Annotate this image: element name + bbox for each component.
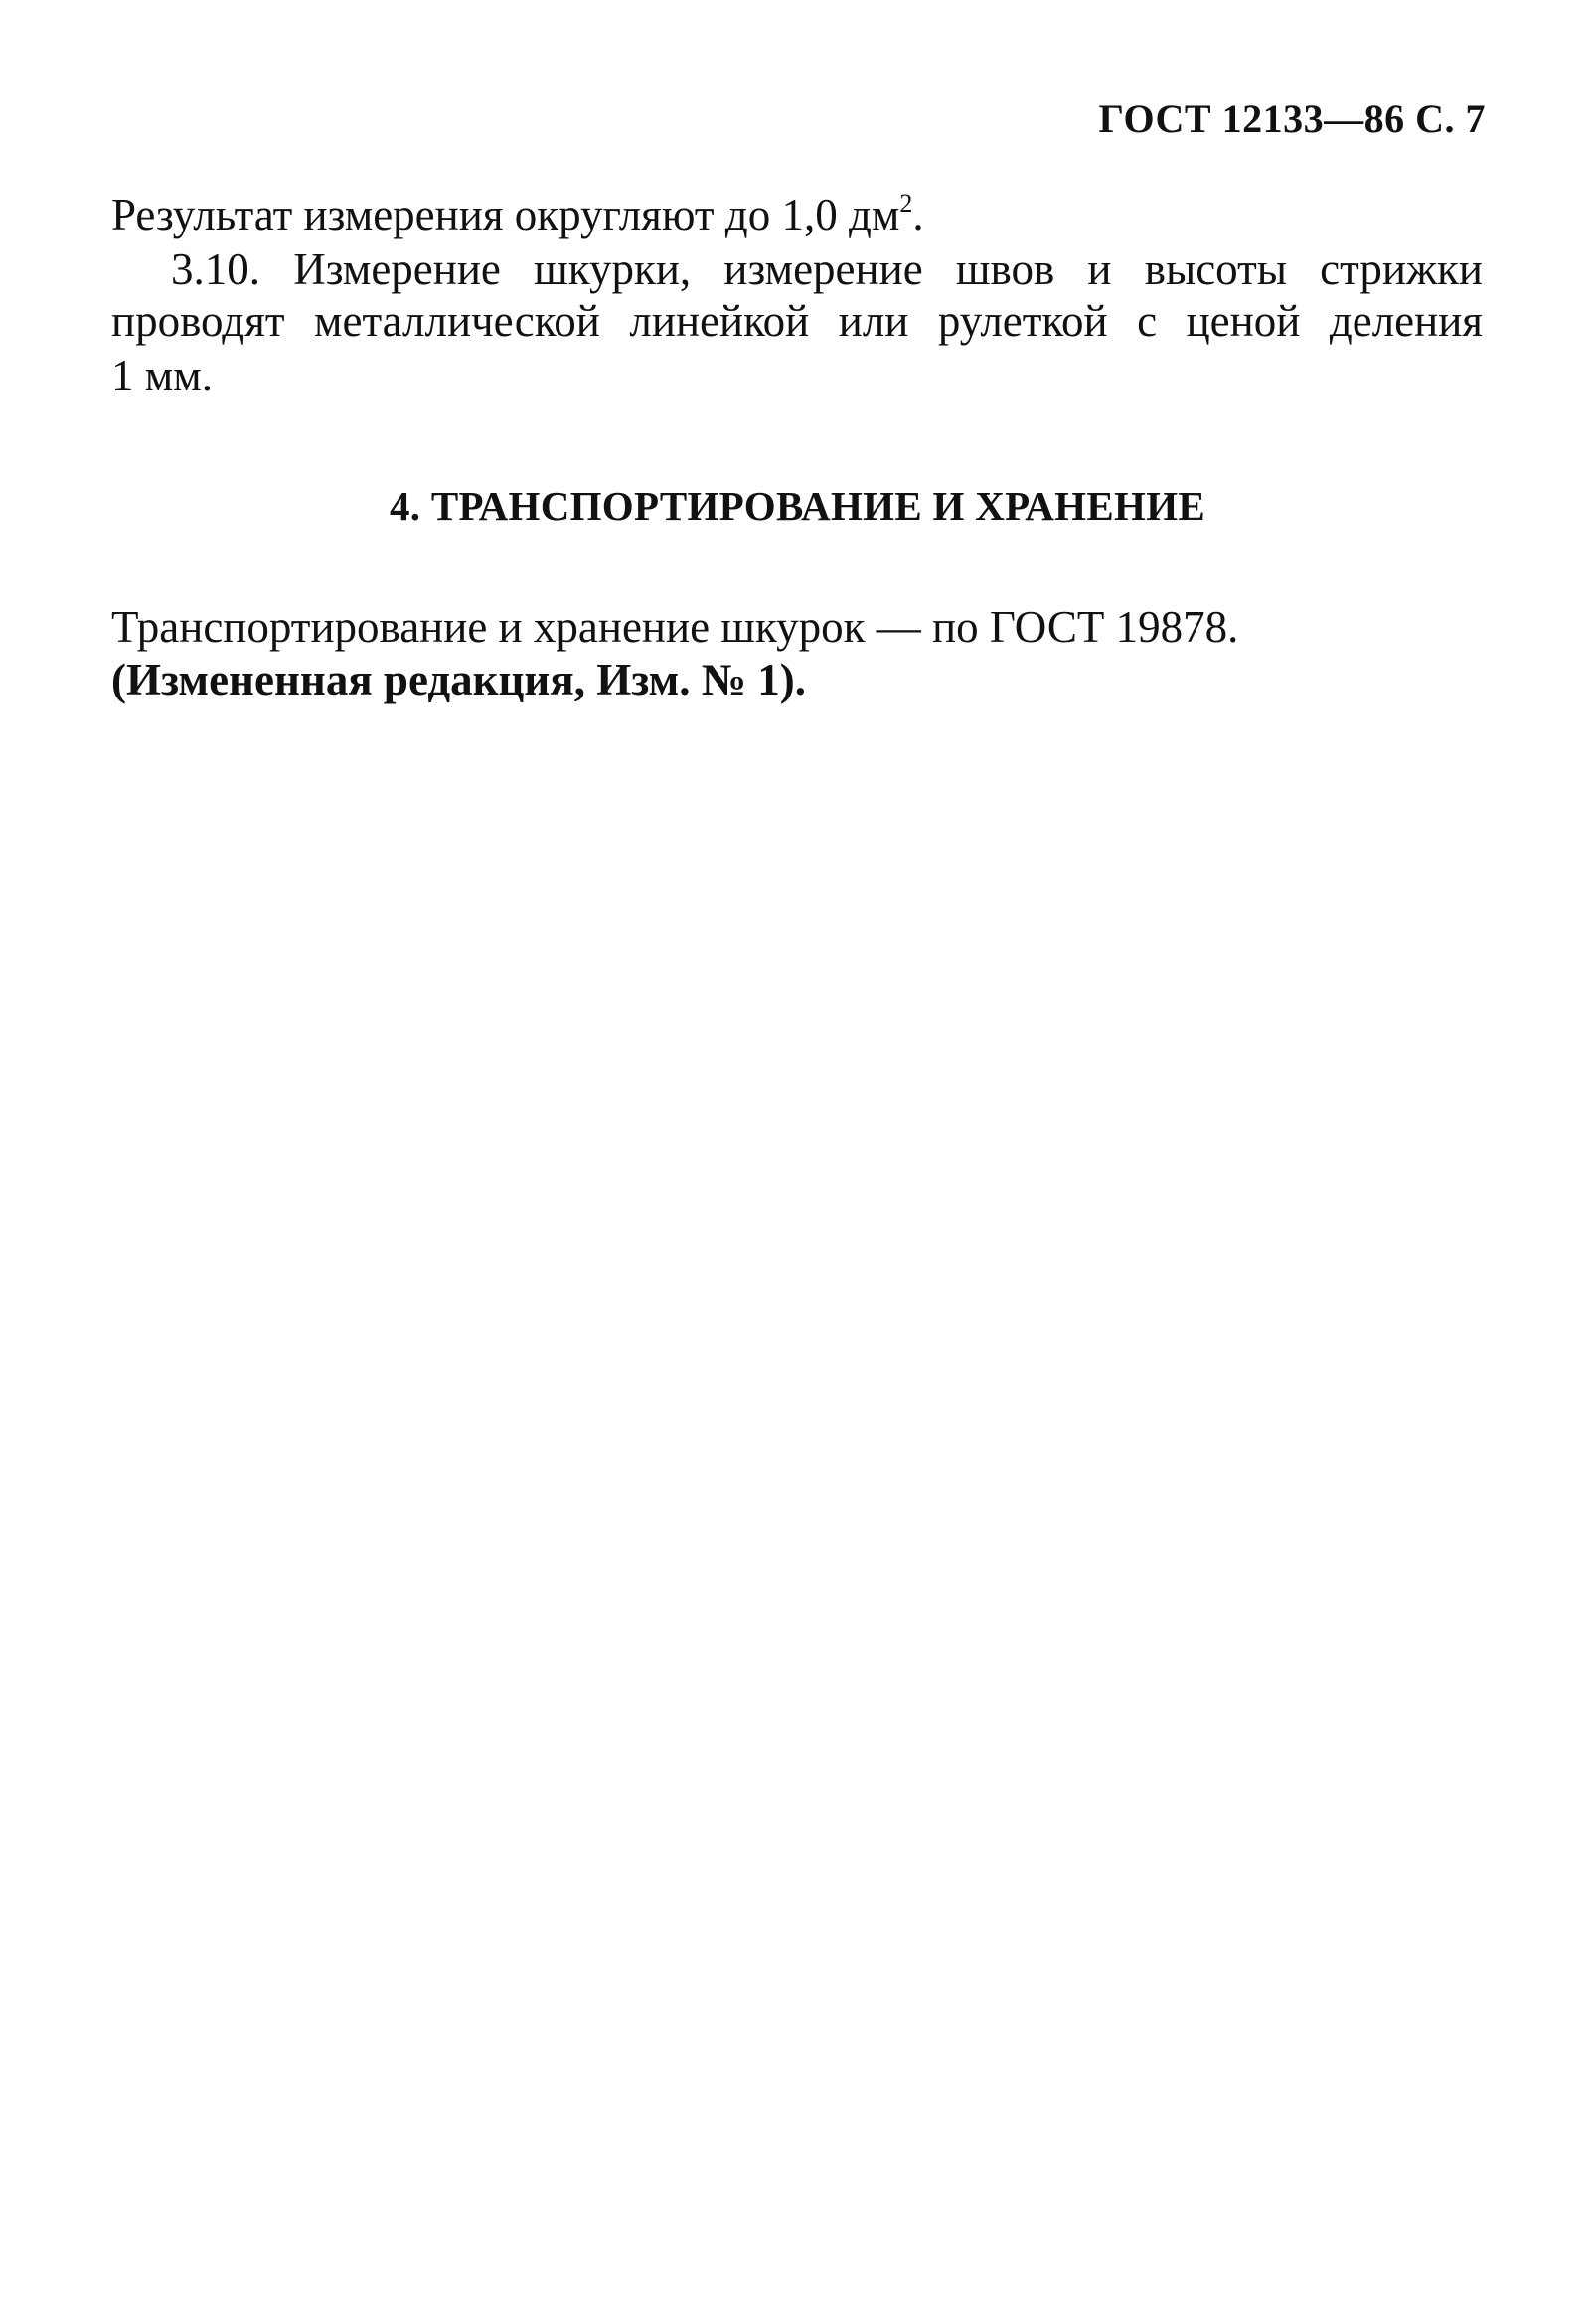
rounding-paragraph: [111, 189, 924, 240]
section-4-body: Транспортирование и хранение шкурок — по ГОСТ 19878.: [111, 602, 1239, 652]
clause-3-10-line-2: проводят металлической линейкой или рулеткой с ценой деления: [111, 296, 1483, 346]
amendment-note: (Измененная редакция, Изм. № 1).: [111, 655, 807, 704]
rounding-superscript: 2: [899, 189, 913, 218]
clause-3-10-line-3: 1 мм.: [111, 351, 213, 400]
clause-3-10-line-1: 3.10. Измерение шкурки, измерение швов и высоты стрижки: [171, 244, 1483, 294]
page-header-standard-number: ГОСТ 12133—86 С. 7: [1098, 96, 1486, 141]
section-4-heading: 4. ТРАНСПОРТИРОВАНИЕ И ХРАНЕНИЕ: [389, 483, 1206, 529]
rounding-end: .: [912, 190, 924, 239]
rounding-text: Результат измерения округляют до 1,0 дм: [111, 190, 900, 239]
